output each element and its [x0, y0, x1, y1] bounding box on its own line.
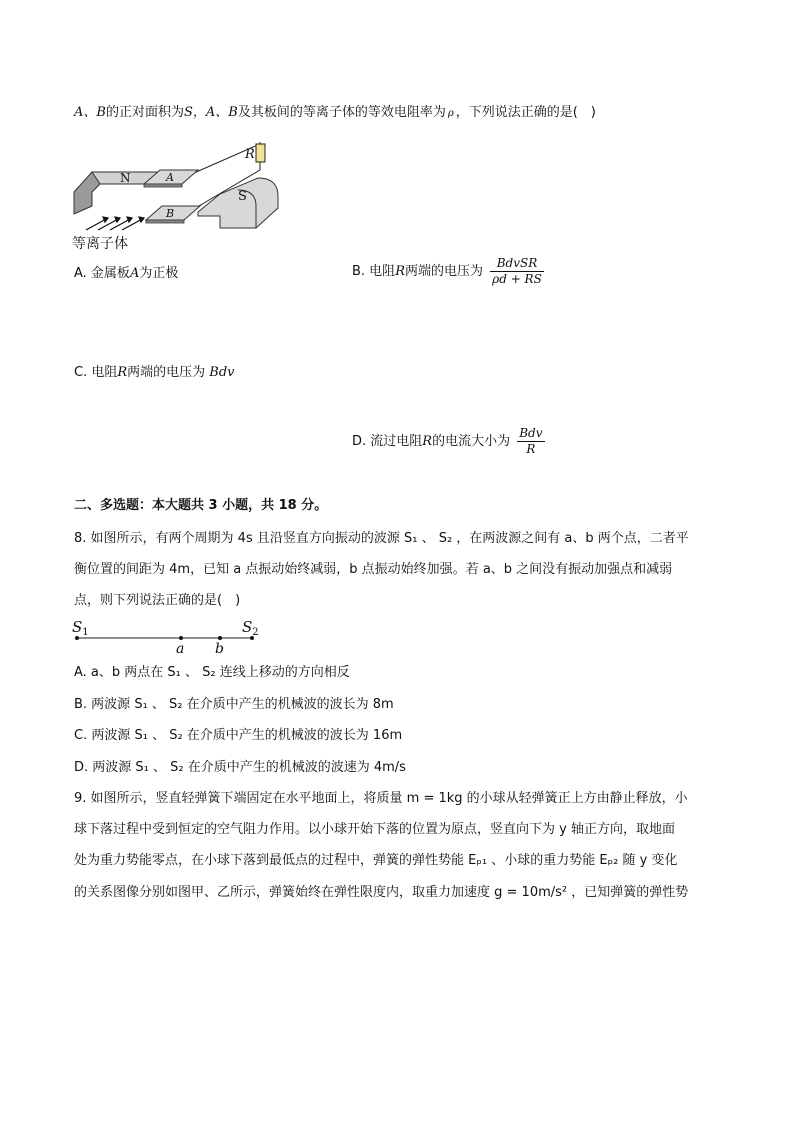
q7-stem [74, 104, 596, 123]
q7-option-d-denominator: R [526, 442, 536, 456]
q9-stem-line2: 球下落过程中受到恒定的空气阻力作用。以小球开始下落的位置为原点，竖直向下为 y 轴正方向，取地面 [74, 822, 675, 837]
q9-stem-line4: 的关系图像分别如图甲、乙所示，弹簧始终在弹性限度内，取重力加速度 g = 10m/s² ，已知弹簧的弹性势 [74, 885, 689, 900]
q7-option-c-var: R [117, 365, 128, 380]
section-heading: 二、多选题：本大题共 3 小题，共 18 分。 [74, 498, 328, 513]
q7-option-c-prefix: C. 电阻 [74, 365, 118, 380]
q7-stem-text1: 的正对面积为 [105, 105, 184, 120]
q7-option-c[interactable] [74, 364, 235, 382]
q7-option-b-fraction [490, 256, 544, 287]
q8-stem-line1: 8. 如图所示，有两个周期为 4s 且沿竖直方向振动的波源 S₁ 、 S₂ ，在两波源之间有 a、b 两个点，二者平 [74, 531, 689, 546]
label-s: S [238, 189, 247, 204]
q7-option-b[interactable] [352, 256, 544, 287]
label-b: B [166, 207, 175, 220]
q8-stem-line3: 点，则下列说法正确的是( ) [74, 593, 241, 608]
q7-option-b-denominator: ρd + RS [492, 272, 542, 286]
mhd-generator-figure [70, 138, 290, 254]
resistor-r [256, 144, 265, 162]
plasma-caption: 等离子体 [72, 236, 128, 252]
label-n: N [120, 171, 131, 185]
q7-stem-text2: 及其板间的等离子体的等效电阻率为 [237, 105, 446, 120]
q7-stem-s: S，A、B [183, 105, 238, 120]
q7-option-b-var: R [395, 264, 405, 279]
q8-option-a[interactable]: A. a、b 两点在 S₁ 、 S₂ 连线上移动的方向相反 [74, 665, 350, 680]
q7-option-d-prefix: D. 流过电阻 [352, 434, 423, 449]
q7-option-d-suffix: 的电流大小为 [432, 434, 511, 449]
q8-option-b[interactable]: B. 两波源 S₁ 、 S₂ 在介质中产生的机械波的波长为 8m [74, 697, 394, 712]
label-r: R [245, 147, 255, 162]
plasma-arrows [86, 217, 144, 230]
q8-option-d[interactable]: D. 两波源 S₁ 、 S₂ 在介质中产生的机械波的波速为 4m/s [74, 760, 406, 775]
wave-sources-figure [70, 616, 270, 656]
q7-option-a[interactable] [74, 265, 178, 283]
q7-stem-text3: ，下列说法正确的是( ) [455, 105, 596, 120]
q7-option-c-suffix: 两端的电压为 [127, 365, 206, 380]
q7-option-d-numerator: Bdv [519, 426, 543, 440]
q7-option-b-numerator: BdvSR [490, 256, 544, 272]
q7-stem-rho: ρ [447, 108, 454, 119]
point-b [218, 636, 222, 640]
q7-stem-ab: A、B [74, 105, 106, 120]
q7-option-a-suffix: 为正极 [139, 266, 179, 281]
q9-stem-line3: 处为重力势能零点，在小球下落到最低点的过程中，弹簧的弹性势能 Eₚ₁ 、小球的重力势能 Eₚ₂ 随 y 变化 [74, 853, 678, 868]
q7-option-d[interactable] [352, 426, 545, 457]
label-b-point: b [215, 641, 224, 656]
label-a: A [166, 171, 174, 184]
label-s1: $S_1$ [72, 618, 89, 638]
q7-option-c-expr: Bdv [209, 365, 235, 380]
q7-option-d-var: R [422, 434, 433, 449]
q7-option-b-suffix: 两端的电压为 [404, 264, 483, 279]
q7-option-a-var: A [129, 266, 140, 281]
point-a [179, 636, 183, 640]
point-s1 [75, 636, 79, 640]
label-s2: $S_2$ [242, 618, 259, 638]
label-a-point: a [176, 641, 185, 656]
q7-option-b-prefix: B. 电阻 [352, 264, 396, 279]
q8-stem-line2: 衡位置的间距为 4m，已知 a 点振动始终减弱，b 点振动始终加强。若 a、b 之间没有振动加强点和减弱 [74, 562, 673, 577]
q7-option-a-prefix: A. 金属板 [74, 266, 130, 281]
q7-option-d-fraction [517, 426, 544, 457]
q8-option-c[interactable]: C. 两波源 S₁ 、 S₂ 在介质中产生的机械波的波长为 16m [74, 728, 403, 743]
q9-stem-line1: 9. 如图所示，竖直轻弹簧下端固定在水平地面上，将质量 m = 1kg 的小球从轻弹簧正上方由静止释放，小 [74, 791, 688, 806]
